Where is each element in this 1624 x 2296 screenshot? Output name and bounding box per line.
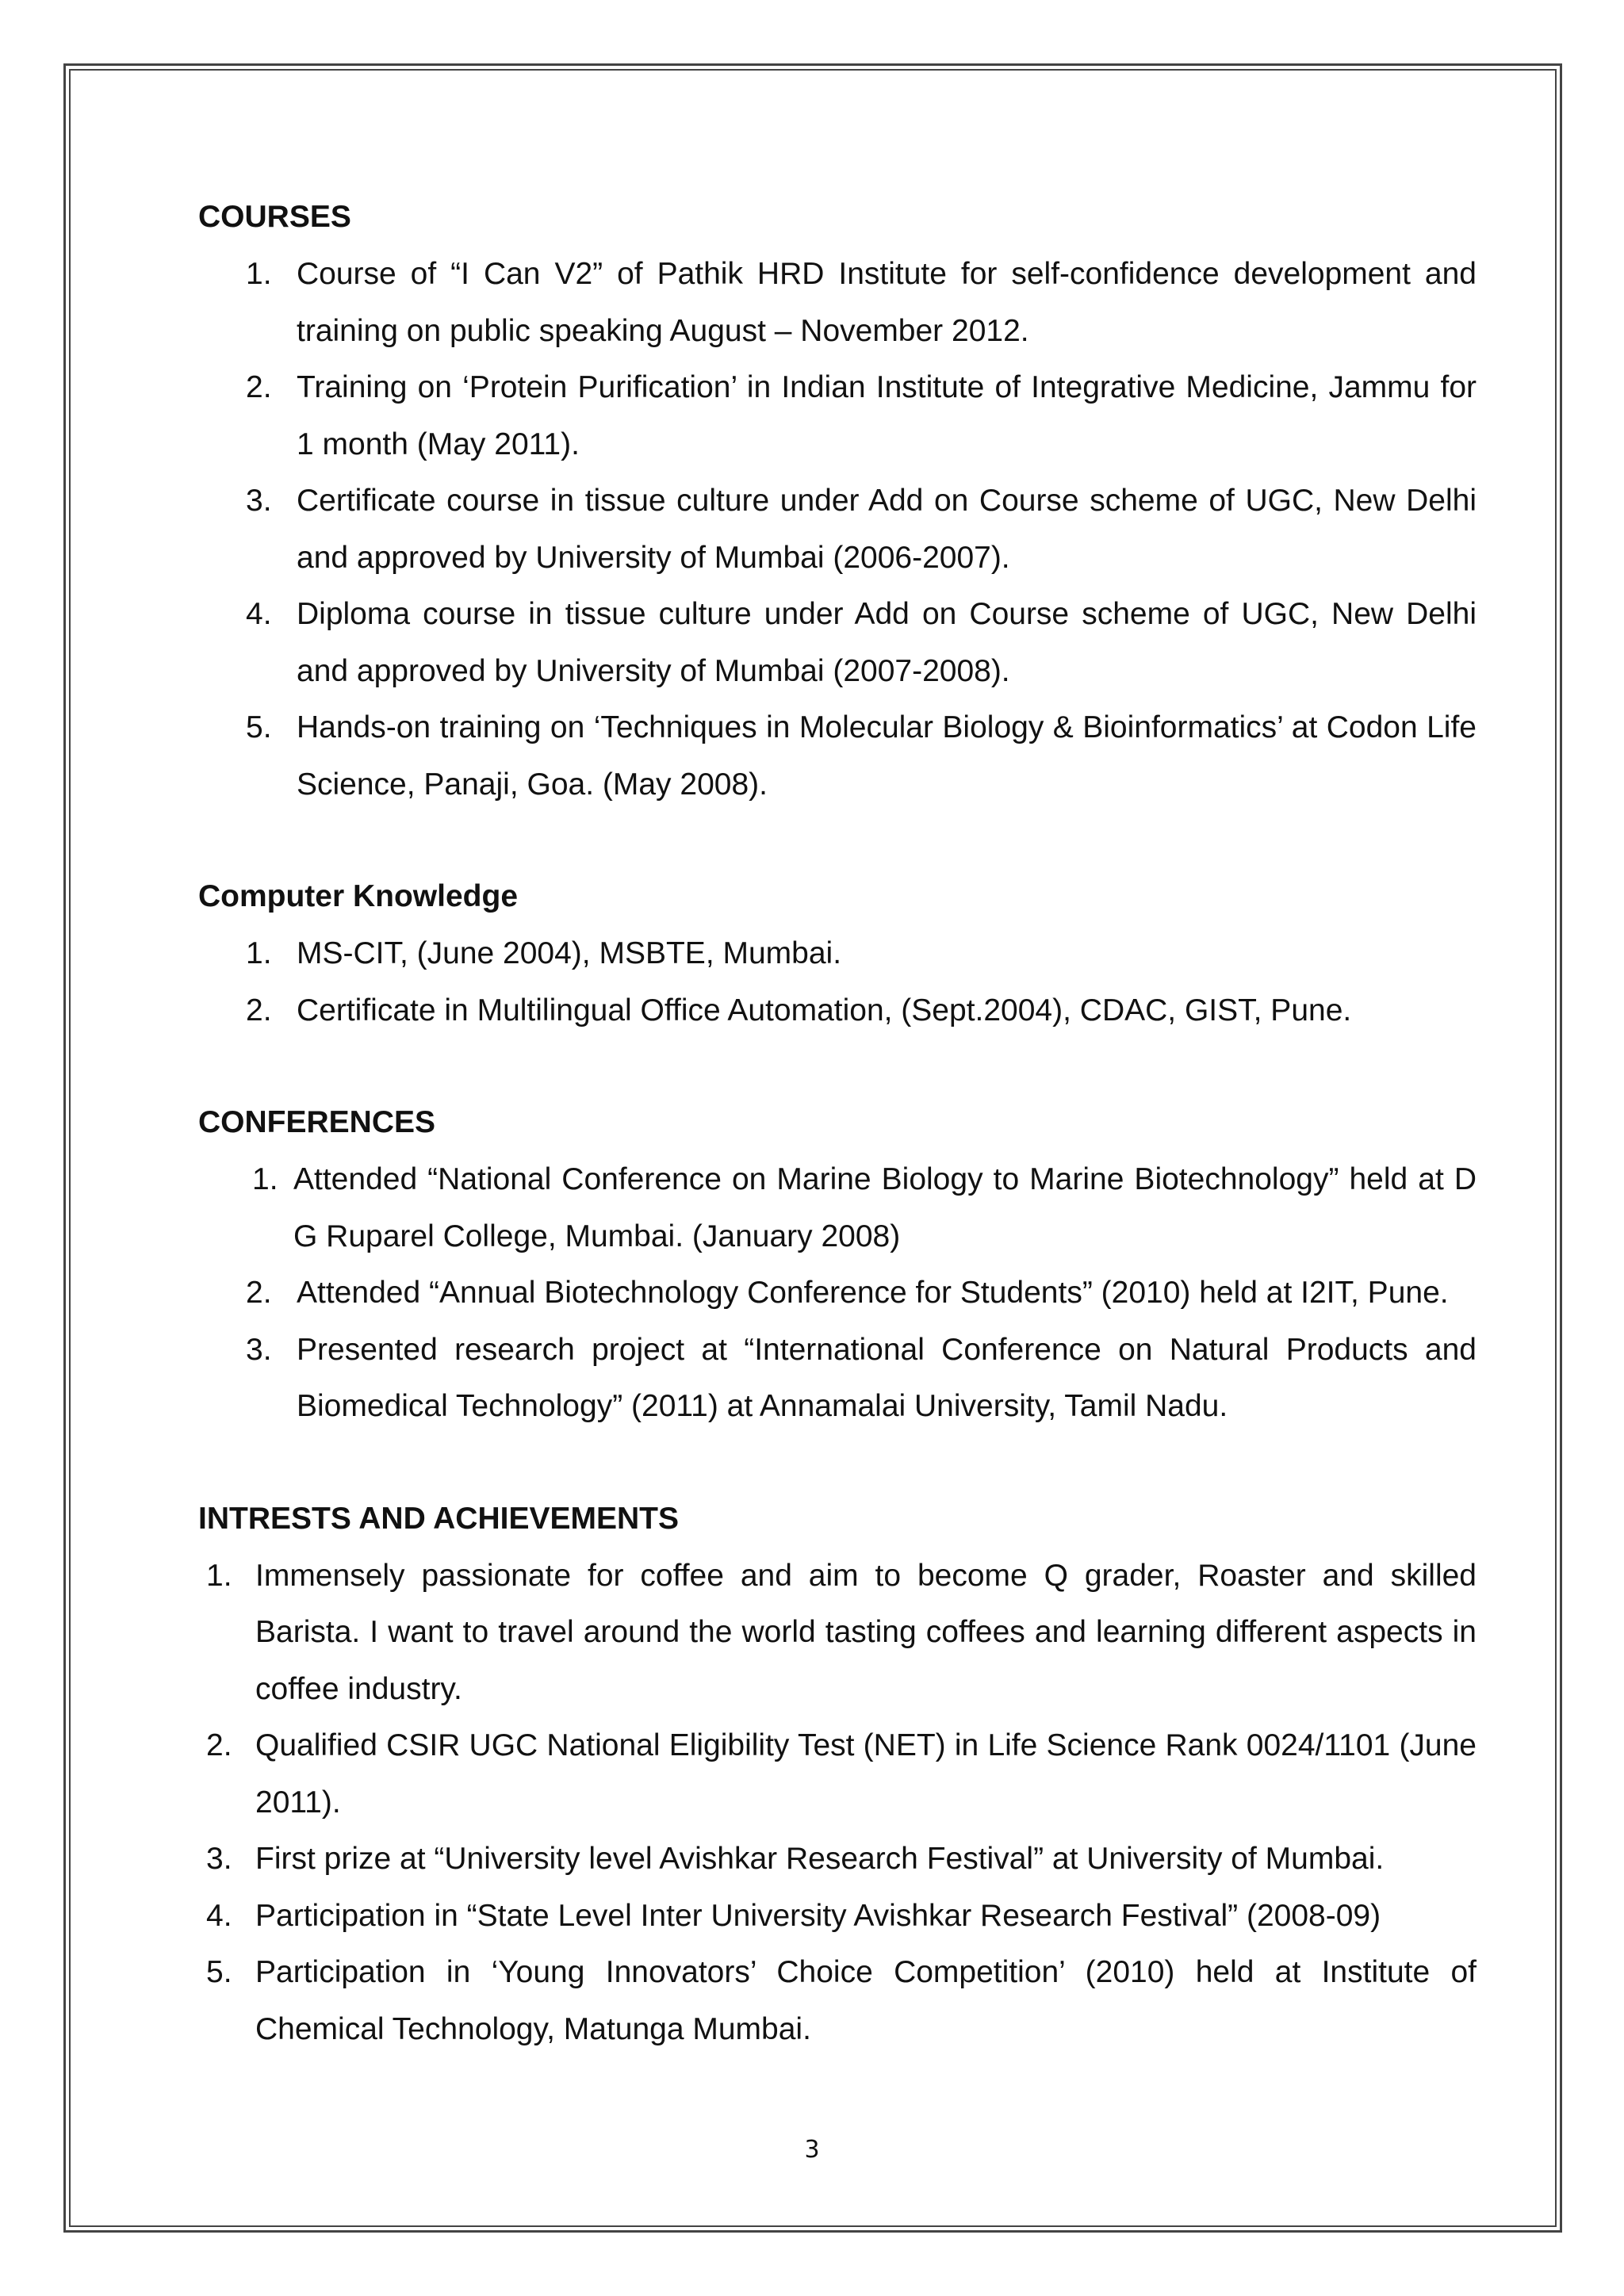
conferences-heading: CONFERENCES (198, 1105, 436, 1139)
interests-section (198, 1490, 1477, 2058)
list-item (198, 1151, 1477, 1265)
list-item (198, 246, 1477, 359)
list-item (198, 1548, 1477, 1718)
list-number: 4. (246, 597, 272, 631)
list-item-text: Immensely passionate for coffee and aim to become Q grader, Roaster and skilled Barista. I want to travel around the world tasting coffees and learning different aspects in coffee industry. (255, 1558, 1477, 1706)
list-item (198, 1322, 1477, 1435)
interests-list (198, 1548, 1477, 2058)
courses-list (198, 246, 1477, 813)
list-item-text: Course of “I Can V2” of Pathik HRD Institute for self-confidence development and training on public speaking August – November 2012. (297, 257, 1477, 348)
list-item (198, 586, 1477, 699)
list-number: 1. (246, 936, 272, 970)
list-number: 2. (206, 1728, 232, 1762)
document-content (198, 189, 1477, 2113)
list-item (198, 925, 1477, 982)
list-item-text: Attended “Annual Biotechnology Conference for Students” (2010) held at I2IT, Pune. (297, 1276, 1449, 1310)
list-item-text: Training on ‘Protein Purification’ in Indian Institute of Integrative Medicine, Jammu for 1 month (May 2011). (297, 370, 1477, 461)
list-number: 2. (246, 1276, 272, 1310)
list-number: 1. (246, 257, 272, 291)
computer-knowledge-heading: Computer Knowledge (198, 879, 519, 913)
list-item-text: Certificate in Multilingual Office Automation, (Sept.2004), CDAC, GIST, Pune. (297, 993, 1352, 1027)
list-number: 3. (246, 1332, 272, 1367)
list-item-text: Participation in “State Level Inter University Avishkar Research Festival” (2008-09) (255, 1898, 1381, 1933)
list-item (198, 699, 1477, 813)
computer-knowledge-section (198, 868, 1477, 1039)
list-number: 3. (206, 1842, 232, 1876)
list-number: 3. (246, 484, 272, 518)
computer-knowledge-list (198, 925, 1477, 1039)
list-item-text: Qualified CSIR UGC National Eligibility Test (NET) in Life Science Rank 0024/1101 (June 2011). (255, 1728, 1477, 1820)
list-item-text: MS-CIT, (June 2004), MSBTE, Mumbai. (297, 936, 842, 970)
conferences-section (198, 1094, 1477, 1435)
list-item-text: Hands-on training on ‘Techniques in Molecular Biology & Bioinformatics’ at Codon Life Science, Panaji, Goa. (May 2008). (297, 710, 1477, 802)
list-number: 2. (246, 370, 272, 404)
conferences-list (198, 1151, 1477, 1435)
list-item-text: Presented research project at “International Conference on Natural Products and Biomedical Technology” (2011) at Annamalai University, Tamil Nadu. (297, 1332, 1477, 1423)
list-item (198, 359, 1477, 473)
list-item-text: Attended “National Conference on Marine Biology to Marine Biotechnology” held at D G Ruparel College, Mumbai. (January 2008) (293, 1162, 1477, 1253)
list-item (198, 1717, 1477, 1831)
list-item (198, 1831, 1477, 1888)
list-item (198, 1944, 1477, 2057)
interests-heading: INTRESTS AND ACHIEVEMENTS (198, 1501, 679, 1536)
list-item (198, 982, 1477, 1039)
list-item-text: Diploma course in tissue culture under Add on Course scheme of UGC, New Delhi and approved by University of Mumbai (2007-2008). (297, 597, 1477, 688)
list-number: 2. (246, 993, 272, 1027)
list-item (198, 473, 1477, 586)
list-number: 4. (206, 1898, 232, 1933)
list-number: 5. (246, 710, 272, 744)
list-item-text: First prize at “University level Avishkar Research Festival” at University of Mumbai. (255, 1842, 1385, 1876)
list-number: 1. (206, 1558, 232, 1593)
list-item (198, 1265, 1477, 1322)
list-item-text: Certificate course in tissue culture under Add on Course scheme of UGC, New Delhi and approved by University of Mumbai (2006-2007). (297, 484, 1477, 575)
page-number: 3 (804, 2136, 820, 2164)
courses-heading: COURSES (198, 200, 351, 234)
list-number: 5. (206, 1955, 232, 1989)
list-item-text: Participation in ‘Young Innovators’ Choice Competition’ (2010) held at Institute of Chemical Technology, Matunga Mumbai. (255, 1955, 1477, 2046)
list-number: 1. (252, 1162, 278, 1196)
list-item (198, 1888, 1477, 1945)
courses-section (198, 189, 1477, 813)
